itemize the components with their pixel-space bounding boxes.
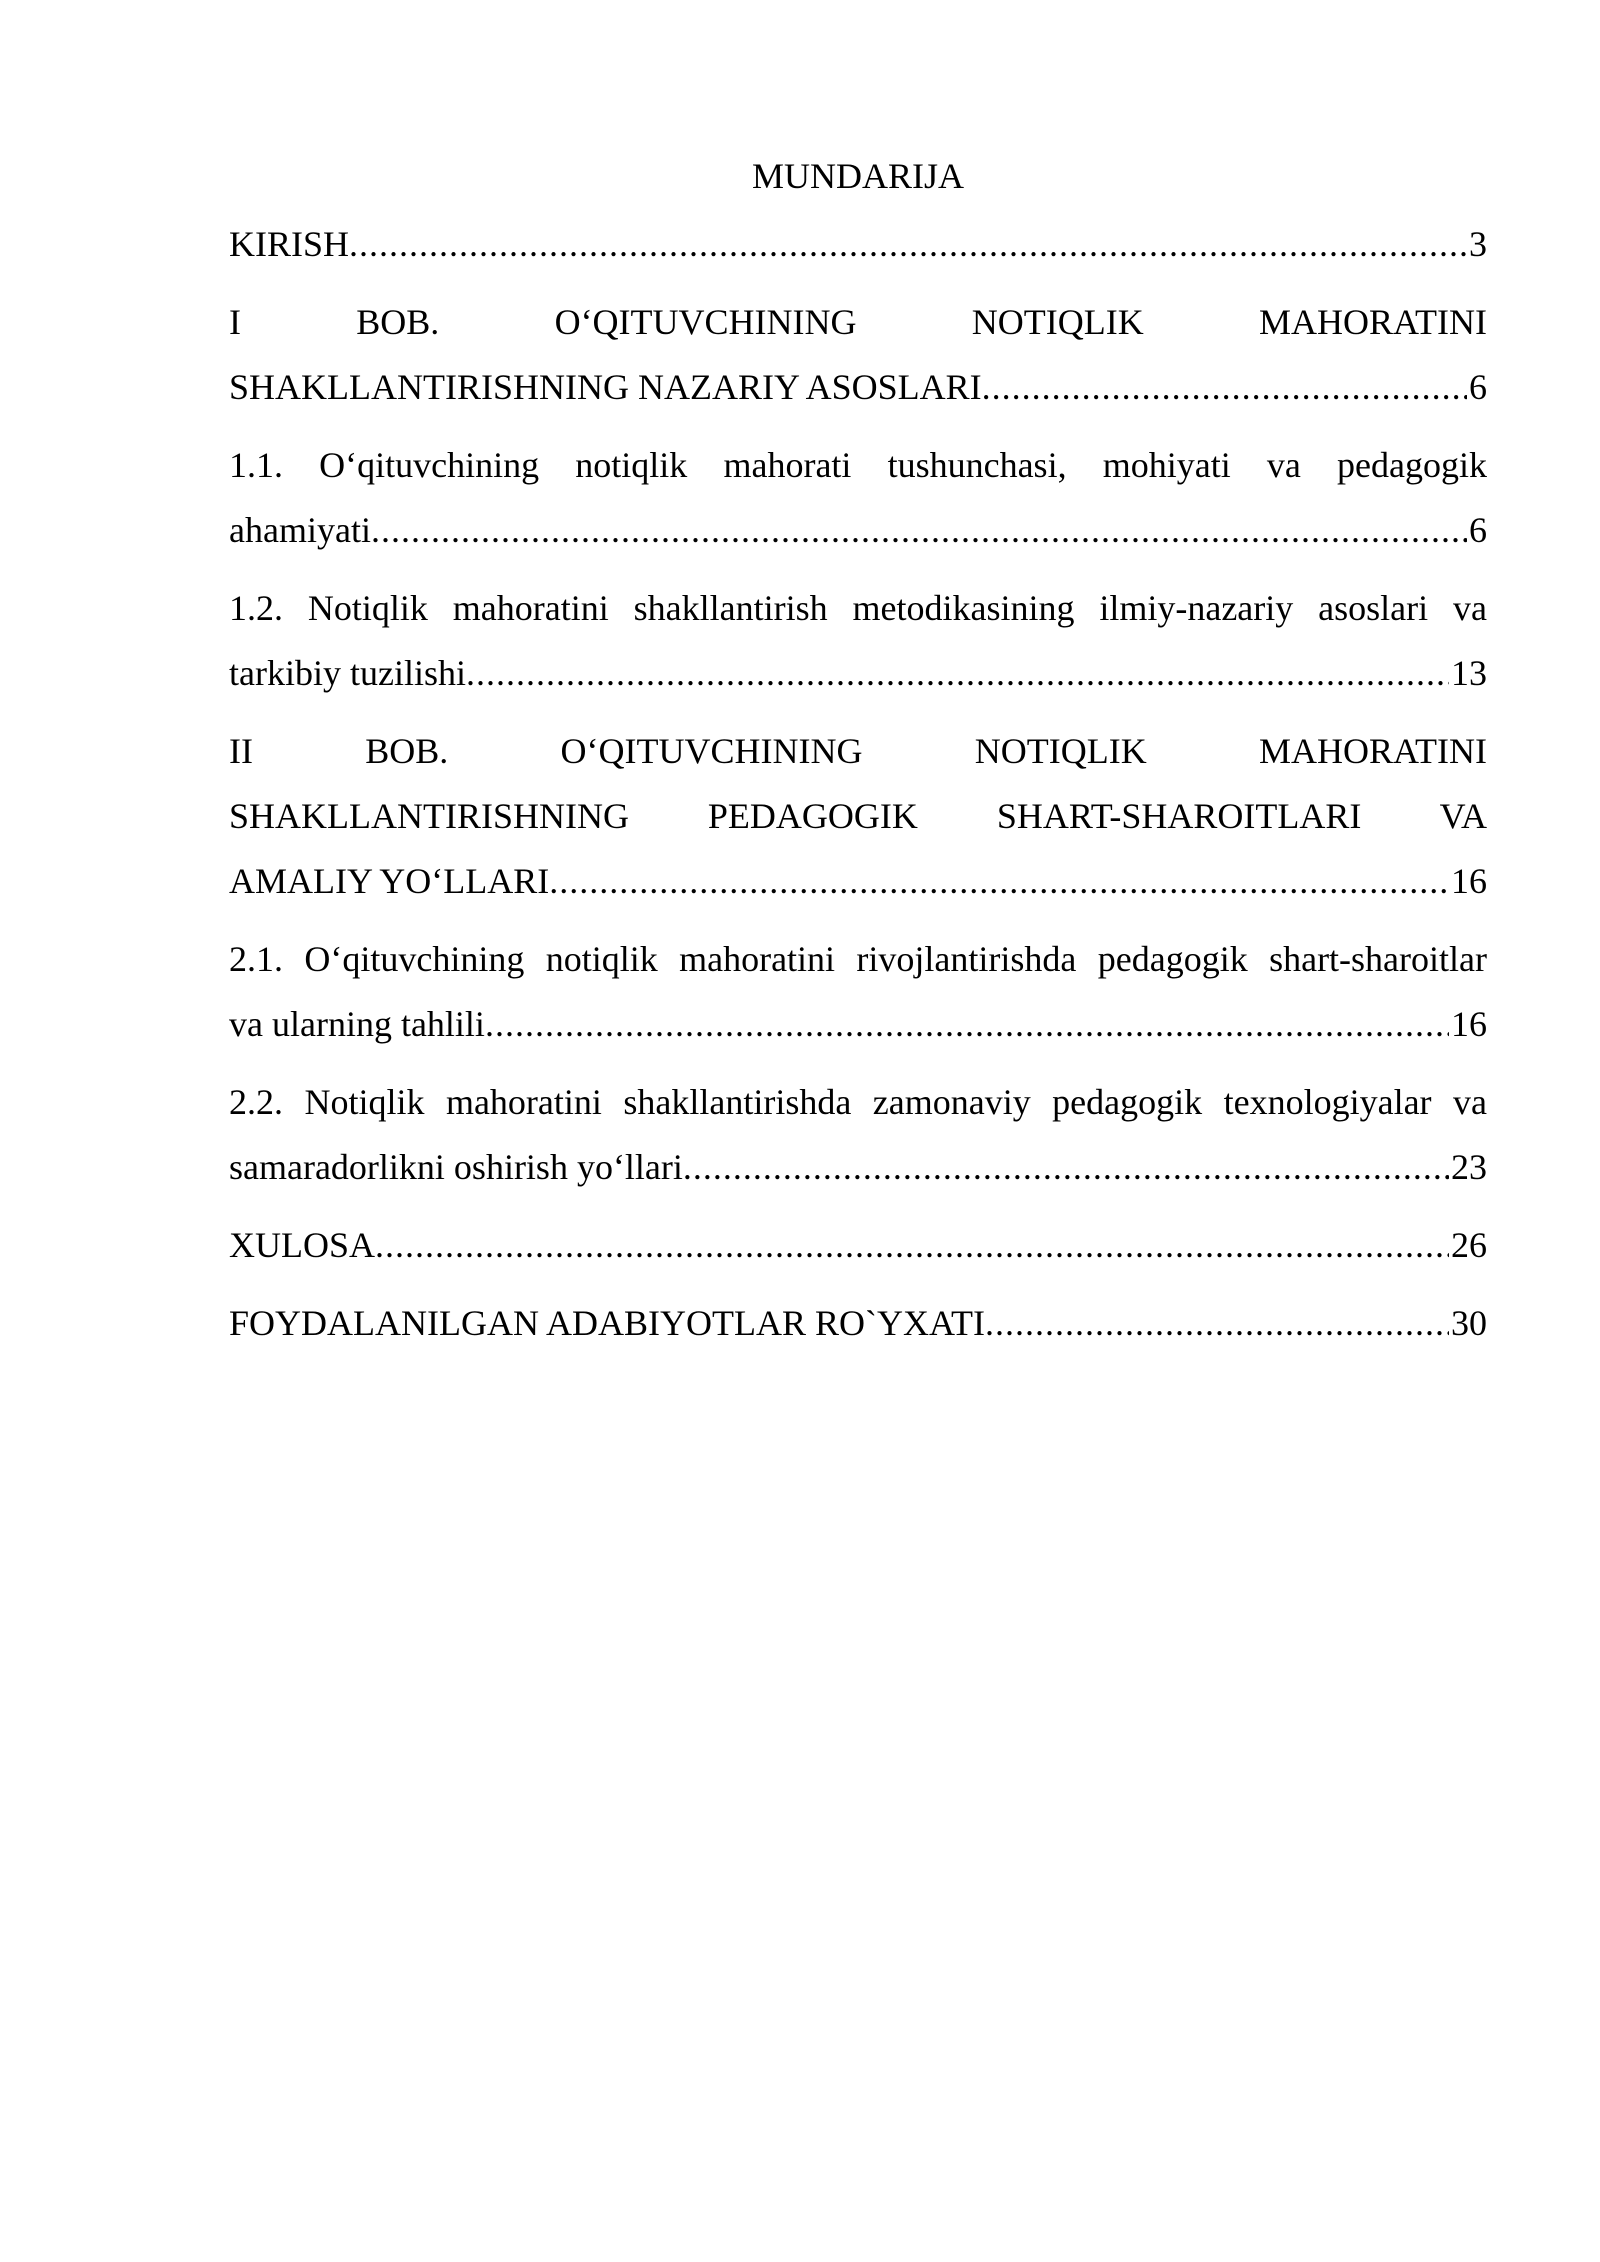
toc-entry-line bbox=[229, 849, 1487, 914]
toc-page-number: 6 bbox=[1469, 367, 1487, 407]
toc-entry-label: FOYDALANILGAN ADABIYOTLAR RO`YXATI bbox=[229, 1303, 985, 1343]
toc-page-number: 16 bbox=[1451, 861, 1487, 901]
toc-entry-line bbox=[229, 212, 1487, 277]
toc-entry-line bbox=[229, 641, 1487, 706]
toc-entry-heading-line: SHAKLLANTIRISHNING PEDAGOGIK SHART-SHAROITLARI VA bbox=[229, 796, 1487, 836]
dot-leader bbox=[485, 992, 1449, 1057]
toc-entry-label: SHAKLLANTIRISHNING NAZARIY ASOSLARI bbox=[229, 367, 982, 407]
dot-leader bbox=[466, 641, 1449, 706]
toc-title: MUNDARIJA bbox=[751, 156, 964, 196]
toc-entry-line bbox=[229, 355, 1487, 420]
toc-entry-line bbox=[229, 1291, 1487, 1356]
toc-entry[interactable] bbox=[229, 433, 1487, 563]
toc-entry-line bbox=[229, 498, 1487, 563]
toc-page-number: 23 bbox=[1451, 1147, 1487, 1187]
toc-entry[interactable] bbox=[229, 1070, 1487, 1200]
toc-entry-heading-line: I BOB. O‘QITUVCHINING NOTIQLIK MAHORATINI bbox=[229, 302, 1487, 342]
toc-entry-label: ahamiyati bbox=[229, 510, 371, 550]
toc-page-number: 3 bbox=[1469, 224, 1487, 264]
dot-leader bbox=[982, 355, 1467, 420]
toc-entry[interactable] bbox=[229, 719, 1487, 914]
toc-page-number: 6 bbox=[1469, 510, 1487, 550]
toc-entry[interactable] bbox=[229, 290, 1487, 420]
toc-entry-line bbox=[229, 992, 1487, 1057]
toc-page-number: 30 bbox=[1451, 1303, 1487, 1343]
toc-entry-heading-line: 1.2. Notiqlik mahoratini shakllantirish metodikasining ilmiy-nazariy asoslari va bbox=[229, 588, 1487, 628]
toc-page-number: 16 bbox=[1451, 1004, 1487, 1044]
toc-entry-heading-line: II BOB. O‘QITUVCHINING NOTIQLIK MAHORATINI bbox=[229, 731, 1487, 771]
toc-entry-heading-line: 2.2. Notiqlik mahoratini shakllantirishda zamonaviy pedagogik texnologiyalar va bbox=[229, 1082, 1487, 1122]
toc-entry-label: KIRISH bbox=[229, 224, 350, 264]
toc-entry-label: AMALIY YO‘LLARI bbox=[229, 861, 550, 901]
toc-entry[interactable] bbox=[229, 1213, 1487, 1278]
toc-entry-line bbox=[229, 1135, 1487, 1200]
toc-list bbox=[229, 212, 1487, 1356]
toc-page-number: 26 bbox=[1451, 1225, 1487, 1265]
toc-entry-label: va ularning tahlili bbox=[229, 1004, 485, 1044]
toc-entry[interactable] bbox=[229, 1291, 1487, 1356]
toc-page-number: 13 bbox=[1451, 653, 1487, 693]
dot-leader bbox=[985, 1291, 1449, 1356]
toc-entry-line bbox=[229, 1213, 1487, 1278]
dot-leader bbox=[683, 1135, 1449, 1200]
toc-entry-label: samaradorlikni oshirish yo‘llari bbox=[229, 1147, 683, 1187]
dot-leader bbox=[371, 498, 1467, 563]
toc-entry-label: tarkibiy tuzilishi bbox=[229, 653, 466, 693]
toc-entry[interactable] bbox=[229, 927, 1487, 1057]
toc-entry[interactable] bbox=[229, 212, 1487, 277]
toc-entry-label: XULOSA bbox=[229, 1225, 376, 1265]
dot-leader bbox=[375, 1213, 1449, 1278]
toc-entry[interactable] bbox=[229, 576, 1487, 706]
dot-leader bbox=[349, 212, 1467, 277]
dot-leader bbox=[549, 849, 1449, 914]
toc-entry-heading-line: 2.1. O‘qituvchining notiqlik mahoratini rivojlantirishda pedagogik shart-sharoitlar bbox=[229, 939, 1487, 979]
toc-entry-heading-line: 1.1. O‘qituvchining notiqlik mahorati tushunchasi, mohiyati va pedagogik bbox=[229, 445, 1487, 485]
document-page bbox=[229, 150, 1487, 1369]
